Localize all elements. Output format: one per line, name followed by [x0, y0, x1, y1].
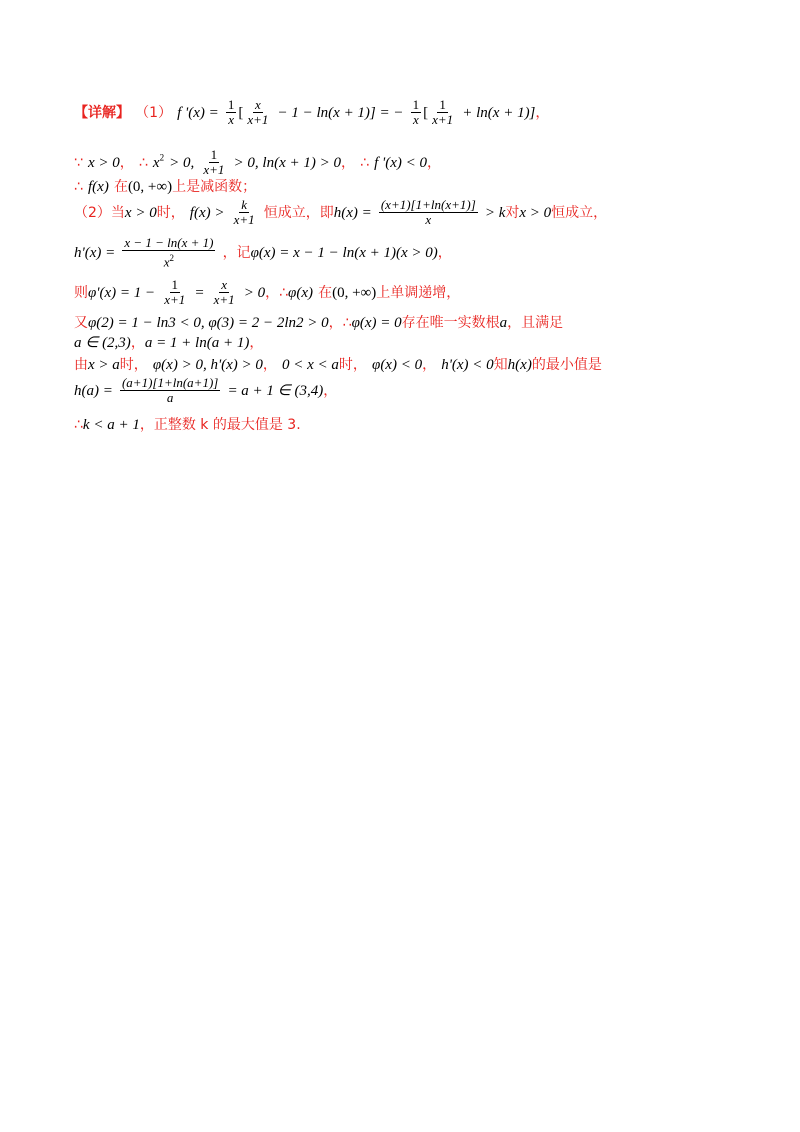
solution-line-6: 则φ'(x) = 1 − $\frac{1}{x+1}$ = $\frac{x}{x+1}$ > 0，∴φ(x) 在(0, +∞)上单调递增，	[74, 277, 461, 307]
condition: x > 0	[88, 155, 120, 171]
solution-line-10: h(a) = $\frac{(a+1)[1+\ln(a+1)]}{a}$ = a + 1 ∈ (3,4)，	[74, 375, 338, 405]
fraction: $\frac{(a+1)[1+\ln(a+1)]}{a}$	[121, 375, 219, 405]
therefore-symbol: ∴	[74, 179, 83, 195]
solution-heading: 【详解】	[74, 105, 130, 121]
fraction: $\frac{x}{x+1}$	[247, 97, 269, 127]
therefore-symbol: ∴	[360, 155, 369, 171]
formula: f '(x) =	[177, 105, 219, 121]
therefore-symbol: ∴	[138, 155, 148, 171]
fraction: $\frac{1}{x+1}$	[432, 97, 454, 127]
formula: + ln(x + 1)]	[462, 105, 536, 121]
therefore-symbol: ∴	[74, 417, 83, 433]
fraction: $\frac{k}{x+1}$	[233, 197, 255, 227]
fraction: $\frac{(x+1)[1+\ln(x+1)]}{x}$	[380, 197, 476, 227]
solution-line-4: （2）当x > 0时， f(x) > $\frac{k}{x+1}$ 恒成立，即h(x) = $\frac{(x+1)[1+\ln(x+1)]}{x}$ > k对x > 0恒成立，	[74, 197, 608, 227]
solution-line-5: h'(x) = $\frac{x - 1 - \ln(x + 1)}{x^2}$ ，记φ(x) = x − 1 − ln(x + 1)(x > 0)，	[74, 235, 452, 270]
because-symbol: ∵	[74, 155, 83, 171]
fraction: $\frac{x}{x+1}$	[213, 277, 235, 307]
fraction: $\frac{1}{x+1}$	[203, 147, 225, 177]
fraction: $\frac{1}{x}$	[412, 97, 420, 127]
solution-line-11: ∴k < a + 1，正整数 k 的最大值是 3.	[74, 417, 301, 433]
fraction: $\frac{x - 1 - \ln(x + 1)}{x^2}$	[124, 235, 214, 270]
fraction: $\frac{1}{x}$	[227, 97, 235, 127]
fraction: $\frac{1}{x+1}$	[164, 277, 186, 307]
solution-line-9: 由x > a时， φ(x) > 0, h'(x) > 0， 0 < x < a时， φ(x) < 0， h'(x) < 0知h(x)的最小值是	[74, 357, 602, 373]
part-label: （1）	[135, 105, 173, 121]
solution-line-7: 又φ(2) = 1 − ln3 < 0, φ(3) = 2 − 2ln2 > 0，∴φ(x) = 0存在唯一实数根a，且满足	[74, 315, 564, 331]
solution-line-8: a ∈ (2,3)，a = 1 + ln(a + 1)，	[74, 335, 264, 351]
solution-line-1: 【详解】 （1） f '(x) = $\frac{1}{x}$ [ $\frac{x}{x+1}$ − 1 − ln(x + 1)] = − $\frac{1}{x}$ [ $\frac{1}{x+1}$ + ln(x + 1)]，	[74, 97, 550, 127]
formula: − 1 − ln(x + 1)] = −	[277, 105, 404, 121]
solution-line-2: ∵ x > 0， ∴ $x^2 > 0$, $\frac{1}{x+1}$ > 0, ln(x + 1) > 0， ∴ f '(x) < 0，	[74, 147, 441, 177]
solution-line-3: ∴ f(x) 在(0, +∞)上是减函数；	[74, 179, 257, 195]
